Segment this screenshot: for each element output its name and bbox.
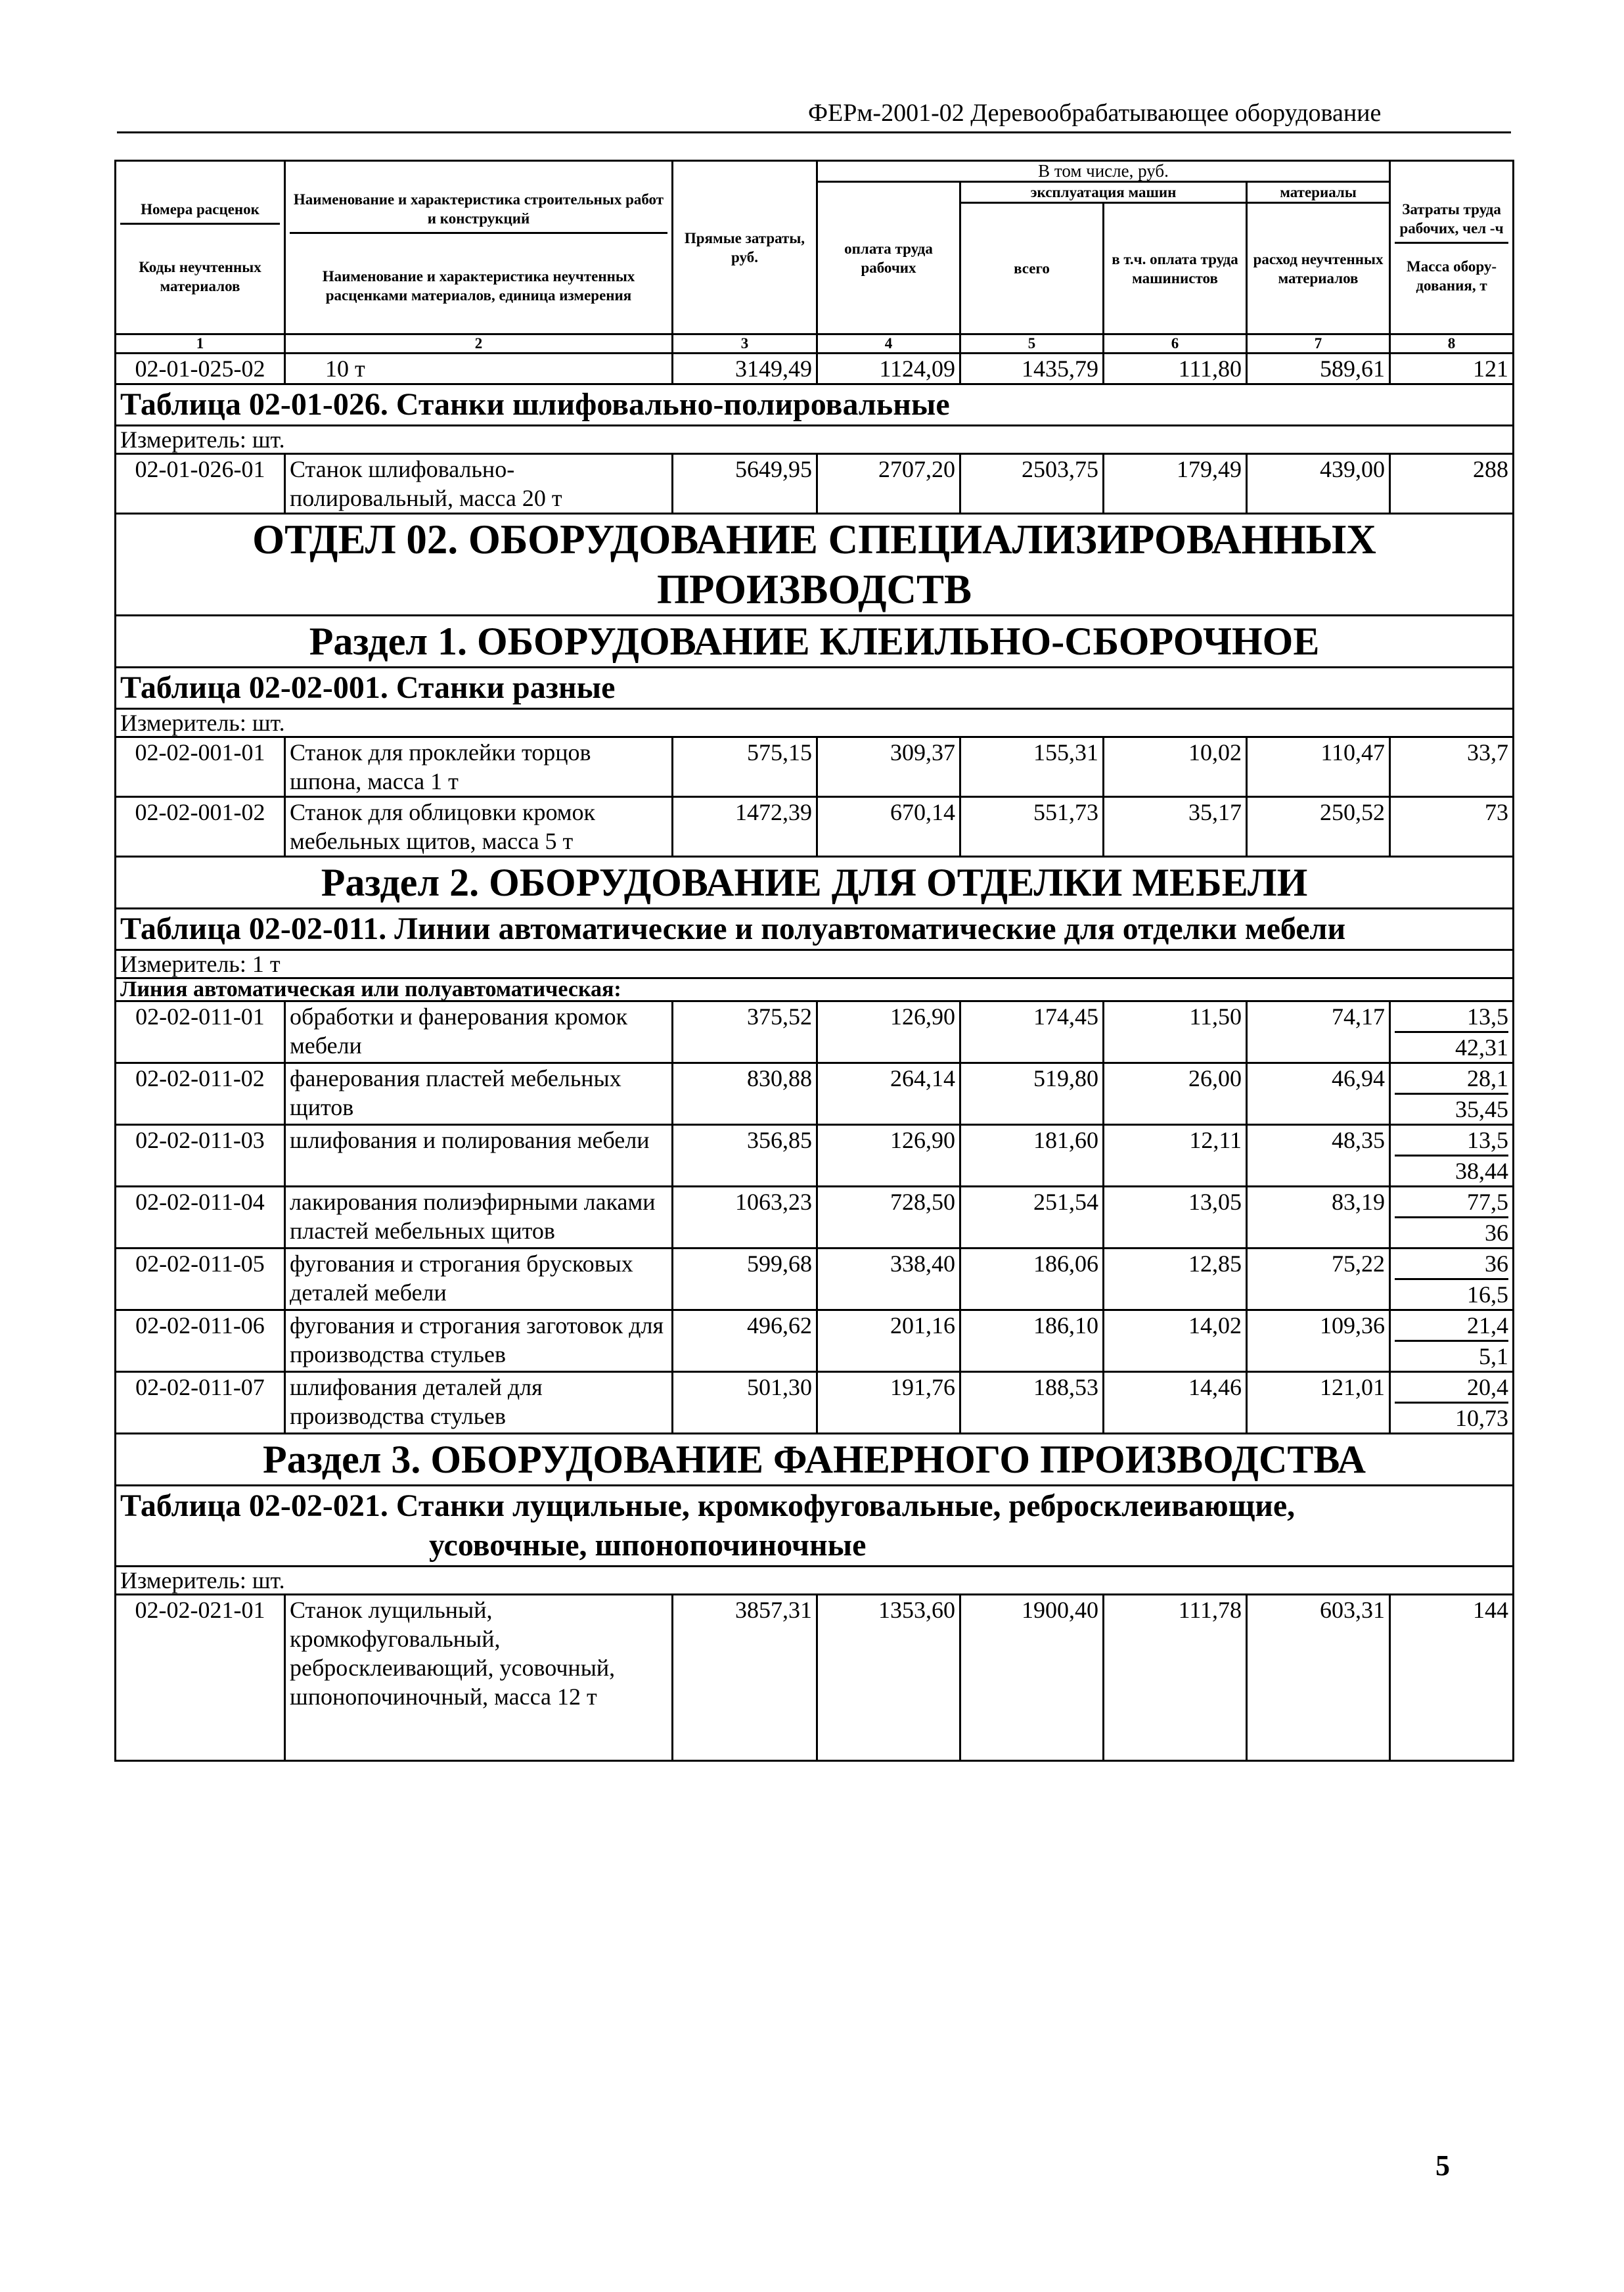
row-value: 83,19 [1247,1187,1390,1249]
table-row: 02-02-001-01 Станок для проклейки торцов шпона, масса 1 т 575,15 309,37 155,31 10,02 110,47 33,7 [116,737,1514,797]
row-value: 201,16 [817,1310,960,1372]
row-value: 48,35 [1247,1125,1390,1187]
row-labor-mass [1390,1372,1514,1434]
row-labor-mass [1390,1187,1514,1249]
row-value: 501,30 [673,1372,817,1434]
row-value: 46,94 [1247,1063,1390,1125]
row-value: 174,45 [960,1001,1104,1063]
labor-value: 13,5 [1395,1002,1508,1033]
th-incl: В том числе, руб. [817,161,1390,182]
row-value: 75,22 [1247,1249,1390,1310]
row-value: 599,68 [673,1249,817,1310]
group-row: Линия автоматическая или полуавтоматическая: [116,978,1514,1001]
table-row [116,1595,1514,1761]
row-value: 11,50 [1104,1001,1247,1063]
th-total: всего [960,203,1104,334]
mass-value: 10,73 [1455,1405,1509,1431]
row-value: 111,78 [1104,1595,1247,1761]
th-name: Наименование и характеристика строительных работ и конструкций Наименование и характеристика неучтенных расценками материалов, единица измерения [285,161,673,334]
row-value: 188,53 [960,1372,1104,1434]
row-value: 13,05 [1104,1187,1247,1249]
table-row [116,1310,1514,1372]
row-labor-mass [1390,1125,1514,1187]
row-code: 02-02-011-01 [116,1001,285,1063]
labor-value: 77,5 [1395,1187,1508,1218]
column-numbers-row: 1 2 3 4 5 6 7 8 [116,334,1514,354]
table-title-line2: усовочные, шпонопочиночные [429,1528,867,1563]
th-pay: оплата труда рабочих [817,182,960,334]
table-row: 02-01-026-01 Станок шлифовально-полировальный, масса 20 т 5649,95 2707,20 2503,75 179,49 439,00 288 [116,454,1514,514]
row-value: 74,17 [1247,1001,1390,1063]
th-incl-pay: в т.ч. оплата труда машинистов [1104,203,1247,334]
row-value: 14,46 [1104,1372,1247,1434]
row-value: 126,90 [817,1001,960,1063]
row-value: 12,11 [1104,1125,1247,1187]
table-title: Таблица 02-01-026. Станки шлифовально-полировальные [116,384,1514,426]
row-value: 496,62 [673,1310,817,1372]
row-name: обработки и фанерования кромок мебели [285,1001,673,1063]
mass-value: 36 [1485,1220,1509,1246]
table-row [116,1125,1514,1187]
department-heading: ОТДЕЛ 02. ОБОРУДОВАНИЕ СПЕЦИАЛИЗИРОВАННЫХ ПРОИЗВОДСТВ [116,514,1514,616]
row-code: 02-02-011-02 [116,1063,285,1125]
running-head: ФЕРм-2001-02 Деревообрабатывающее оборудование [808,99,1382,127]
row-code: 02-02-011-04 [116,1187,285,1249]
row-code: 02-02-011-03 [116,1125,285,1187]
labor-value: 13,5 [1395,1126,1508,1157]
row-value: 186,10 [960,1310,1104,1372]
table-title: Таблица 02-02-011. Линии автоматические и полуавтоматические для отделки мебели [116,909,1514,950]
th-machines: эксплуатация машин [960,182,1247,203]
row-name: фанерования пластей мебельных щитов [285,1063,673,1125]
row-value: 830,88 [673,1063,817,1125]
row-value: 603,31 [1247,1595,1390,1761]
row-value: 109,36 [1247,1310,1390,1372]
measure-unit: Измеритель: 1 т [116,950,1514,978]
row-value: 126,90 [817,1125,960,1187]
table-title: Таблица 02-02-001. Станки разные [116,668,1514,709]
mass-value: 42,31 [1455,1034,1509,1061]
row-value: 3857,31 [673,1595,817,1761]
row-labor-mass [1390,1001,1514,1063]
row-name: Станок лущильный, кромкофуговальный, ребросклеивающий, усовочный, шпонопочиночный, масса 12 т [285,1595,673,1761]
row-value: 144 [1390,1595,1514,1761]
row-labor-mass [1390,1249,1514,1310]
row-value: 251,54 [960,1187,1104,1249]
row-name: лакирования полиэфирными лаками пластей мебельных щитов [285,1187,673,1249]
row-value: 1353,60 [817,1595,960,1761]
th-numbers: Номера расценок Коды неучтенных материалов [116,161,285,334]
mass-value: 5,1 [1479,1343,1509,1369]
row-value: 121,01 [1247,1372,1390,1434]
row-labor-mass [1390,1063,1514,1125]
row-code: 02-02-011-07 [116,1372,285,1434]
header-row [116,161,1514,182]
row-value: 14,02 [1104,1310,1247,1372]
page-number: 5 [1435,2149,1450,2182]
row-value: 26,00 [1104,1063,1247,1125]
mass-value: 16,5 [1467,1281,1509,1308]
row-value: 375,52 [673,1001,817,1063]
section-heading: Раздел 3. ОБОРУДОВАНИЕ ФАНЕРНОГО ПРОИЗВОДСТВА [116,1434,1514,1486]
th-direct: Прямые затраты, руб. [673,161,817,334]
mass-value: 38,44 [1455,1158,1509,1184]
row-value: 519,80 [960,1063,1104,1125]
section-heading: Раздел 2. ОБОРУДОВАНИЕ ДЛЯ ОТДЕЛКИ МЕБЕЛИ [116,857,1514,909]
measure-unit: Измеритель: шт. [116,426,1514,454]
row-value: 186,06 [960,1249,1104,1310]
row-value: 356,85 [673,1125,817,1187]
table-title [116,1486,1514,1567]
row-name: шлифования и полирования мебели [285,1125,673,1187]
row-value: 338,40 [817,1249,960,1310]
th-mat-cons: расход неучтенных материалов [1247,203,1390,334]
labor-value: 21,4 [1395,1311,1508,1342]
row-name: шлифования деталей для производства стульев [285,1372,673,1434]
row-value: 181,60 [960,1125,1104,1187]
table-row: 02-02-001-02 Станок для облицовки кромок мебельных щитов, масса 5 т 1472,39 670,14 551,73 35,17 250,52 73 [116,797,1514,857]
row-value: 1063,23 [673,1187,817,1249]
row-value: 12,85 [1104,1249,1247,1310]
row-code: 02-02-011-05 [116,1249,285,1310]
table-row [116,1187,1514,1249]
th-labor: Затраты труда рабочих, чел -ч Масса обору-дования, т [1390,161,1514,334]
row-value: 264,14 [817,1063,960,1125]
th-materials: материалы [1247,182,1390,203]
header-rule [117,131,1511,133]
table-title-line1: Таблица 02-02-021. Станки лущильные, кромкофуговальные, ребросклеивающие, [120,1488,1296,1523]
mass-value: 35,45 [1455,1096,1509,1122]
labor-value: 20,4 [1395,1373,1508,1404]
table-row: 02-01-025-02 10 т 3149,49 1124,09 1435,79 111,80 589,61 121 [116,354,1514,384]
row-value: 1900,40 [960,1595,1104,1761]
table-row [116,1063,1514,1125]
row-value: 191,76 [817,1372,960,1434]
row-name: фугования и строгания заготовок для производства стульев [285,1310,673,1372]
row-name: фугования и строгания брусковых деталей мебели [285,1249,673,1310]
section-heading: Раздел 1. ОБОРУДОВАНИЕ КЛЕИЛЬНО-СБОРОЧНОЕ [116,616,1514,668]
measure-unit: Измеритель: шт. [116,709,1514,737]
price-table [114,160,1514,1762]
table-row [116,1372,1514,1434]
row-labor-mass [1390,1310,1514,1372]
table-row [116,1001,1514,1063]
table-row [116,1249,1514,1310]
row-code: 02-02-021-01 [116,1595,285,1761]
row-code: 02-02-011-06 [116,1310,285,1372]
row-value: 728,50 [817,1187,960,1249]
labor-value: 28,1 [1395,1064,1508,1095]
labor-value: 36 [1395,1249,1508,1280]
measure-unit: Измеритель: шт. [116,1567,1514,1595]
